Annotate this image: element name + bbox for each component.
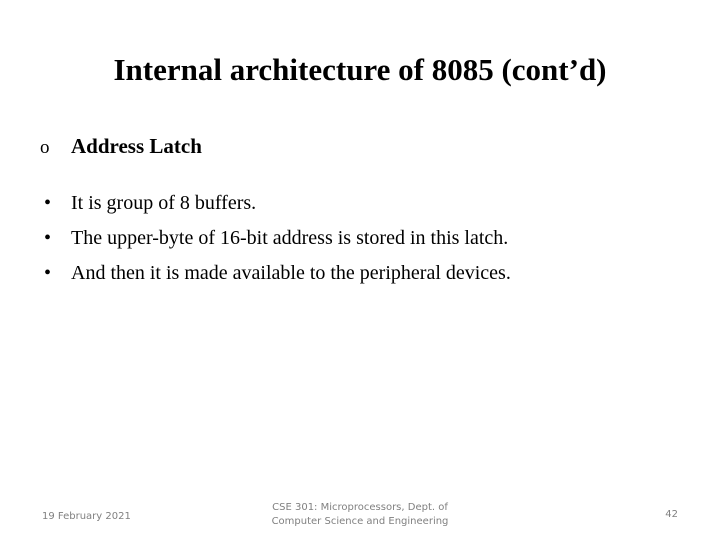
footer-date: 19 February 2021 — [42, 511, 131, 522]
bullet-text: It is group of 8 buffers. — [71, 192, 257, 214]
section-heading-text: Address Latch — [71, 134, 202, 158]
bullet-text: And then it is made available to the peripheral devices. — [71, 262, 511, 284]
slide-title: Internal architecture of 8085 (cont’d) — [113, 52, 607, 87]
section-marker: o — [40, 137, 50, 158]
bullet-marker: • — [44, 262, 52, 284]
bullet-item — [44, 221, 511, 256]
footer-course-line: CSE 301: Microprocessors, Dept. of — [272, 502, 448, 513]
footer-course-line: Computer Science and Engineering — [271, 516, 449, 527]
bullet-marker: • — [44, 192, 52, 214]
bullet-item — [44, 256, 511, 291]
page-number: 42 — [665, 509, 678, 520]
section-heading — [40, 133, 202, 161]
bullet-text: The upper-byte of 16-bit address is stored in this latch. — [71, 227, 509, 249]
bullet-list — [44, 186, 511, 291]
footer-course — [230, 501, 490, 529]
bullet-marker: • — [44, 227, 52, 249]
bullet-item — [44, 186, 511, 221]
